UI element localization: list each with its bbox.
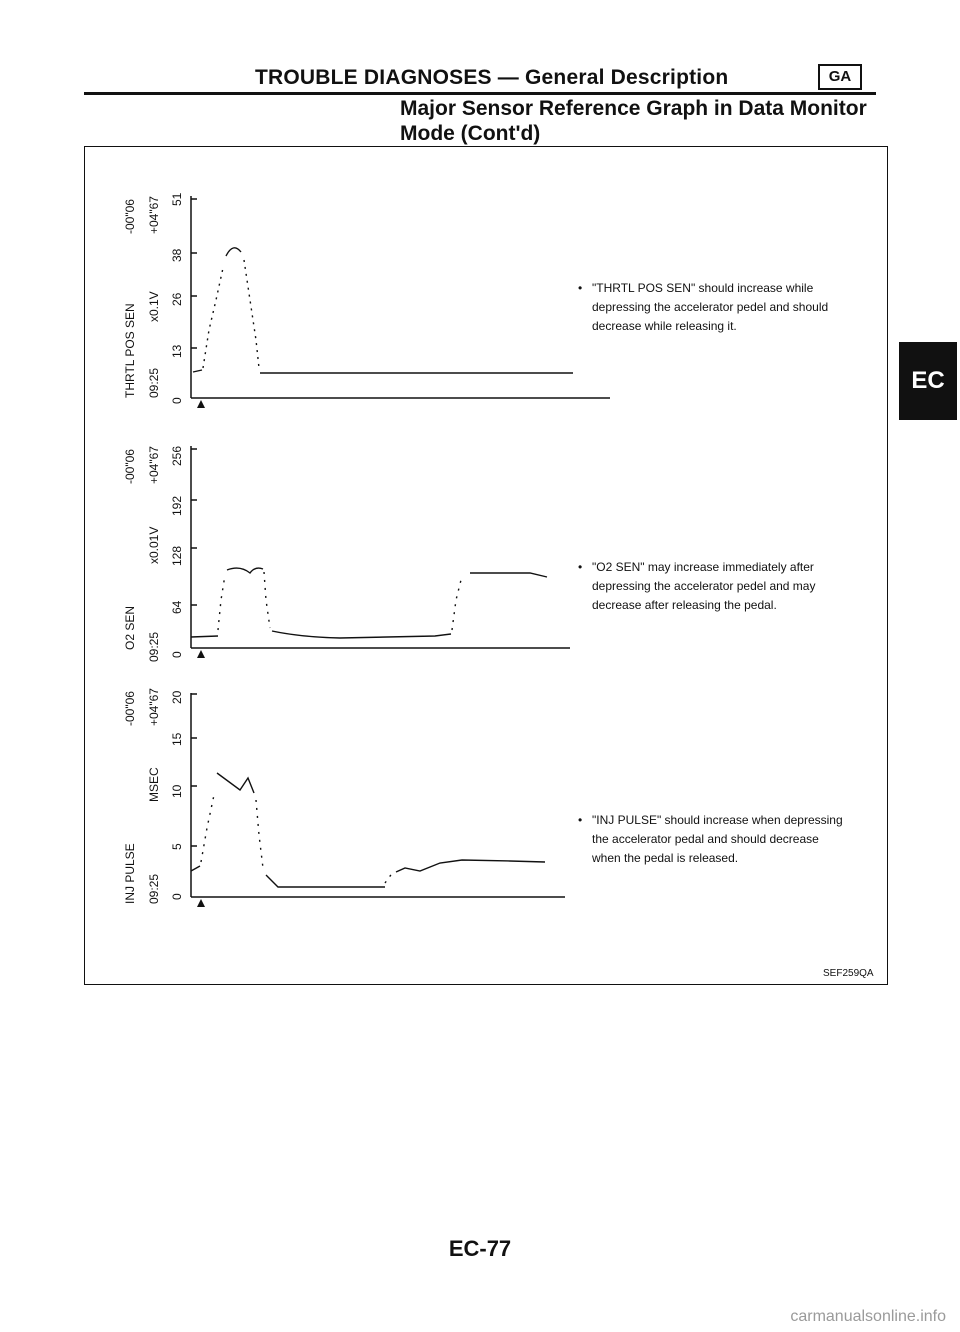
g3-waveform-peak bbox=[217, 773, 254, 793]
g3-unit-label: MSEC bbox=[147, 767, 161, 802]
g2-trigger-marker bbox=[197, 650, 205, 658]
g2-unit-label: x0.01V bbox=[147, 526, 161, 564]
g2-range-start: -00"06 bbox=[123, 449, 137, 484]
g2-waveform-rise2 bbox=[452, 580, 461, 630]
g3-waveform-base bbox=[191, 866, 200, 871]
g1-waveform-base bbox=[193, 370, 202, 372]
g3-tick-1: 5 bbox=[170, 843, 184, 850]
g1-tick-2: 26 bbox=[170, 292, 184, 306]
g3-note-line-3: when the pedal is released. bbox=[592, 851, 739, 865]
g1-tick-0: 0 bbox=[170, 397, 184, 404]
g2-tick-2: 128 bbox=[170, 545, 184, 566]
g1-note-line-3: decrease while releasing it. bbox=[592, 319, 737, 333]
header-title: TROUBLE DIAGNOSES — General Description bbox=[255, 66, 729, 89]
g3-y-ticks bbox=[191, 694, 197, 846]
g2-note-line-1: • "O2 SEN" may increase immediately after bbox=[578, 560, 814, 574]
g2-waveform-high bbox=[470, 573, 547, 577]
g1-note bbox=[578, 279, 878, 336]
g2-tick-3: 192 bbox=[170, 495, 184, 516]
g3-note-line-2: the accelerator pedal and should decrease bbox=[592, 832, 819, 846]
g2-time-label: 09:25 bbox=[147, 631, 161, 662]
g3-tick-2: 10 bbox=[170, 784, 184, 798]
g3-waveform-low bbox=[266, 875, 385, 887]
g3-waveform-rise2 bbox=[385, 872, 393, 883]
g1-y-ticks bbox=[191, 199, 197, 348]
footer-watermark: carmanualsonline.info bbox=[790, 1308, 946, 1325]
g3-name-label: INJ PULSE bbox=[123, 843, 137, 904]
g2-tick-0: 0 bbox=[170, 651, 184, 658]
g2-name-label: O2 SEN bbox=[123, 605, 137, 650]
g2-waveform-low bbox=[272, 631, 451, 638]
g1-waveform-rise bbox=[203, 268, 223, 368]
g3-range-start: -00"06 bbox=[123, 691, 137, 726]
g2-note bbox=[578, 558, 878, 615]
g1-time-label: 09:25 bbox=[147, 367, 161, 398]
g1-tick-3: 38 bbox=[170, 248, 184, 262]
g2-range-end: +04"67 bbox=[147, 446, 161, 484]
g3-note-line-1: • "INJ PULSE" should increase when depressing bbox=[578, 813, 843, 827]
g1-range-start: -00"06 bbox=[123, 199, 137, 234]
page-number: EC-77 bbox=[448, 1236, 512, 1261]
g1-note-line-2: depressing the accelerator pedel and should bbox=[592, 300, 829, 314]
g3-note bbox=[578, 811, 878, 868]
g2-waveform-base bbox=[191, 636, 218, 637]
subtitle-line-1: Major Sensor Reference Graph in Data Monitor bbox=[400, 97, 867, 120]
g3-trigger-marker bbox=[197, 899, 205, 907]
g1-range-end: +04"67 bbox=[147, 196, 161, 234]
g3-tick-0: 0 bbox=[170, 893, 184, 900]
g3-waveform-fall bbox=[256, 800, 263, 868]
g1-note-line-1: • "THRTL POS SEN" should increase while bbox=[578, 281, 814, 295]
g1-name-label: THRTL POS SEN bbox=[123, 303, 137, 398]
g3-waveform-rise bbox=[201, 795, 214, 862]
g3-range-end: +04"67 bbox=[147, 688, 161, 726]
g2-y-ticks bbox=[191, 449, 197, 605]
g2-tick-1: 64 bbox=[170, 600, 184, 614]
g3-waveform-high bbox=[396, 860, 545, 872]
g2-waveform-fall bbox=[264, 572, 270, 628]
g1-tick-1: 13 bbox=[170, 344, 184, 358]
g2-waveform-peak bbox=[227, 568, 263, 573]
g1-waveform-peak bbox=[226, 248, 241, 256]
section-side-tab[interactable]: EC bbox=[899, 342, 957, 420]
g1-trigger-marker bbox=[197, 400, 205, 408]
section-code-box: GA bbox=[818, 64, 862, 90]
figure-reference-code: SEF259QA bbox=[823, 968, 874, 979]
g3-tick-4: 20 bbox=[170, 690, 184, 704]
g1-tick-4: 51 bbox=[170, 192, 184, 206]
g1-unit-label: x0.1V bbox=[147, 291, 161, 322]
g2-note-line-3: decrease after releasing the pedal. bbox=[592, 598, 777, 612]
g2-note-line-2: depressing the accelerator pedel and may bbox=[592, 579, 816, 593]
subtitle-line-2: Mode (Cont'd) bbox=[400, 122, 541, 145]
g3-time-label: 09:25 bbox=[147, 873, 161, 904]
g2-waveform-rise bbox=[218, 575, 225, 630]
g2-tick-4: 256 bbox=[170, 445, 184, 466]
g3-tick-3: 15 bbox=[170, 732, 184, 746]
g1-waveform-fall bbox=[244, 260, 259, 368]
